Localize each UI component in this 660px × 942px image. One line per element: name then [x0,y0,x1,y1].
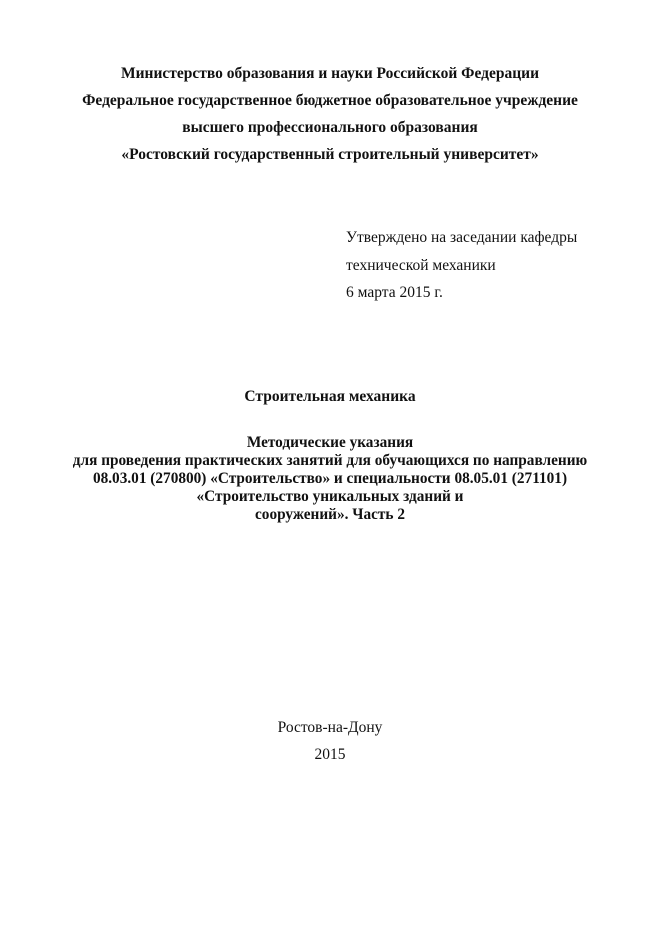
document-codes-line: 08.03.01 (270800) «Строительство» и специальности 08.05.01 (271101) [92,470,568,487]
document-purpose-line: для проведения практических занятий для обучающихся по направлению [72,452,588,469]
discipline-title: Строительная механика [244,388,416,405]
discipline-block [0,388,660,406]
document-title-block [0,434,660,524]
approval-line-2: технической механики [346,256,496,274]
university-name-line: «Ростовский государственный строительный университет» [121,146,539,163]
ministry-line: Министерство образования и науки Российской Федерации [120,65,540,82]
document-part-line: сооружений». Часть 2 [255,506,405,523]
publication-year: 2015 [314,746,346,763]
institution-header [0,60,660,168]
approval-date: 6 марта 2015 г. [346,284,443,301]
document-specialty-line: «Строительство уникальных зданий и [196,488,464,505]
publication-footer [0,714,660,768]
approval-note [346,224,646,307]
approval-line-1: Утверждено на заседании кафедры [346,229,578,246]
document-type: Методические указания [246,434,414,451]
institution-type-line: Федеральное государственное бюджетное образовательное учреждение [82,92,578,109]
education-level-line: высшего профессионального образования [182,119,478,136]
publication-city: Ростов-на-Дону [277,719,383,736]
